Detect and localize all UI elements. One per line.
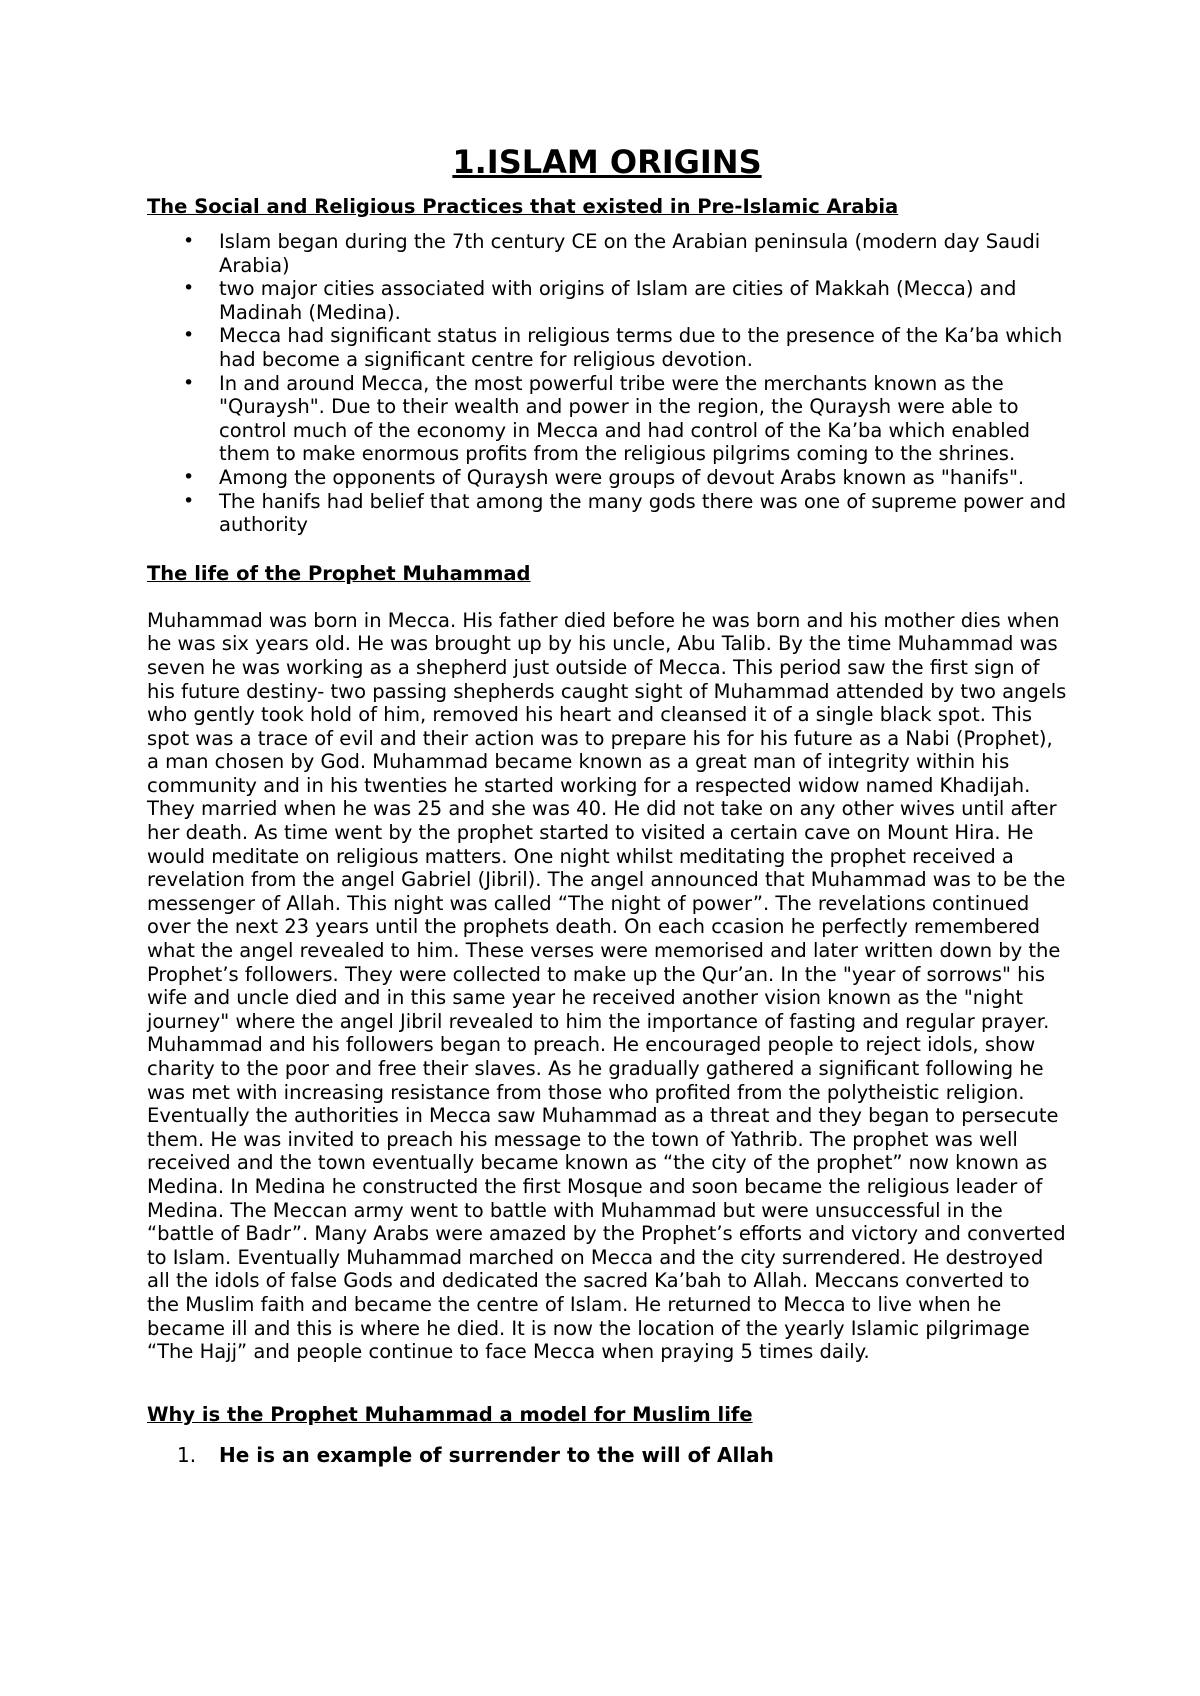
bullet-icon: • (183, 277, 195, 300)
list-item (147, 277, 1067, 324)
list-item (147, 372, 1067, 466)
list-item (147, 490, 1067, 537)
numbered-list (147, 1442, 1067, 1468)
bullet-icon: • (183, 371, 195, 394)
bullet-icon: • (183, 324, 195, 347)
section-heading-life-of-prophet: The life of the Prophet Muhammad (147, 561, 531, 585)
list-item (147, 324, 1067, 371)
bullet-icon: • (183, 465, 195, 488)
list-item (147, 230, 1067, 277)
bullet-icon: • (183, 489, 195, 512)
bullet-icon: • (183, 230, 195, 252)
section-heading-model-for-life: Why is the Prophet Muhammad a model for Muslim life (147, 1402, 753, 1426)
list-number: 1. (177, 1442, 197, 1467)
list-item (147, 466, 1067, 490)
list-item-text: He is an example of surrender to the will of Allah (219, 1442, 774, 1467)
document-title: 1.ISLAM ORIGINS (452, 143, 762, 181)
list-item-text: Among the opponents of Quraysh were groups of devout Arabs known as "hanifs". (219, 465, 1025, 489)
list-item-text: In and around Mecca, the most powerful tribe were the merchants known as the "Quraysh". Due to their wealth and power in the region, the Quraysh were able to control much of the economy in Mecca and had control of the Ka’ba which enabled them to make enormous profits from the religious pilgrims coming to the shrines. (219, 371, 1031, 466)
list-item-text: Islam began during the 7th century CE on the Arabian peninsula (modern day Saudi Arabia) (219, 230, 1041, 277)
bullet-list (147, 230, 1067, 537)
list-item-text: two major cities associated with origins of Islam are cities of Makkah (Mecca) and Madinah (Medina). (219, 277, 1017, 324)
list-item-text: The hanifs had belief that among the many gods there was one of supreme power and authority (219, 489, 1067, 537)
life-of-prophet-paragraph: Muhammad was born in Mecca. His father died before he was born and his mother dies when he was six years old. He was brought up by his uncle, Abu Talib. By the time Muhammad was seven he was working as a shepherd just outside of Mecca. This period saw the first sign of his future destiny- two passing shepherds caught sight of Muhammad attended by two angels who gently took hold of him, removed his heart and cleansed it of a single black spot. This spot was a trace of evil and their action was to prepare his for his future as a Nabi (Prophet), a man chosen by God. Muhammad became known as a great man of integrity within his community and in his twenties he started working for a respected widow named Khadijah. They married when he was 25 and she was 40. He did not take on any other wives until after her death. As time went by the prophet started to visited a certain cave on Mount Hira. He would meditate on religious matters. One night whilst meditating the prophet received a revelation from the angel Gabriel (Jibril). The angel announced that Muhammad was to be the messenger of Allah. This night was called “The night of power”. The revelations continued over the next 23 years until the prophets death. On each ccasion he perfectly remembered what the angel revealed to him. These verses were memorised and later written down by the Prophet’s followers. They were collected to make up the Qur’an. In the "year of sorrows" his wife and uncle died and in this same year he received another vision known as the "night journey" where the angel Jibril revealed to him the importance of fasting and regular prayer. Muhammad and his followers began to preach. He encouraged people to reject idols, show charity to the poor and free their slaves. As he gradually gathered a significant following he was met with increasing resistance from those who profited from the polytheistic religion. Eventually the authorities in Mecca saw Muhammad as a threat and they began to persecute them. He was invited to preach his message to the town of Yathrib. The prophet was well received and the town eventually became known as “the city of the prophet” now known as Medina. In Medina he constructed the first Mosque and soon became the religious leader of Medina. The Meccan army went to battle with Muhammad but were unsuccessful in the “battle of Badr”. Many Arabs were amazed by the Prophet’s efforts and victory and converted to Islam. Eventually Muhammad marched on Mecca and the city surrendered. He destroyed all the idols of false Gods and dedicated the sacred Ka’bah to Allah. Meccans converted to the Muslim faith and became the centre of Islam. He returned to Mecca to live when he became ill and this is where he died. It is now the location of the yearly Islamic pilgrimage “The Hajj” and people continue to face Mecca when praying 5 times daily. (147, 608, 1067, 1364)
section-heading-pre-islamic: The Social and Religious Practices that existed in Pre-Islamic Arabia (147, 195, 899, 218)
document-page (147, 142, 1067, 1468)
list-item-text: Mecca had significant status in religious terms due to the presence of the Ka’ba which had become a significant centre for religious devotion. (219, 324, 1063, 371)
list-item (147, 1442, 1067, 1468)
